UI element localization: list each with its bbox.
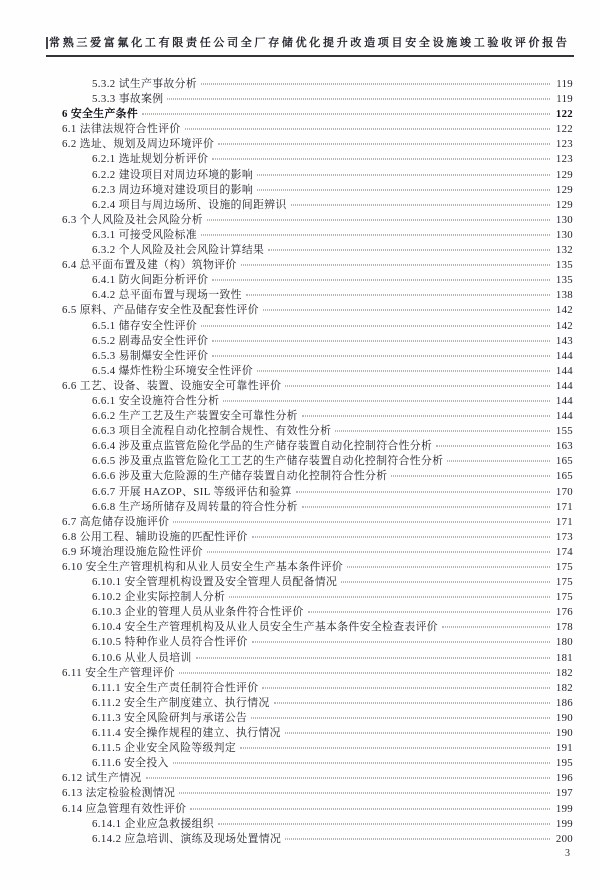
toc-entry-title: 6.9 环境治理设施危险性评价 (62, 545, 203, 558)
dot-leader-icon (185, 129, 550, 130)
toc-entry-page: 180 (555, 636, 573, 649)
dot-leader-icon (218, 823, 550, 824)
toc-entry-title: 6.14.1 企业应急救援组织 (92, 817, 215, 830)
toc-entry-title: 6.4.1 防火间距分析评价 (92, 274, 209, 287)
toc-entry-title: 6.10.6 从业人员培训 (92, 651, 192, 664)
toc-entry[interactable] (62, 379, 573, 394)
toc-entry-page: 197 (555, 787, 573, 800)
toc-entry[interactable] (62, 288, 573, 303)
toc-entry-title: 6.4 总平面布置及建（构）筑物评价 (62, 259, 237, 272)
toc-entry-page: 190 (555, 711, 573, 724)
toc-entry-title: 6.2.4 项目与周边场所、设施的间距辨识 (92, 198, 287, 211)
toc-entry-title: 5.3.2 试生产事故分析 (92, 78, 198, 90)
toc-entry-title: 6.3.2 个人风险及社会风险计算结果 (92, 244, 265, 257)
toc-entry-page: 176 (555, 606, 573, 619)
toc-entry[interactable] (62, 741, 573, 756)
toc-entry[interactable] (62, 651, 573, 666)
page-number: 3 (565, 848, 570, 859)
dot-leader-icon (240, 748, 550, 749)
toc-entry-title: 6.11.3 安全风险研判与承诺公告 (92, 711, 248, 724)
toc-entry-title: 6.2 选址、规划及周边环境评价 (62, 138, 215, 151)
dot-leader-icon (257, 174, 550, 175)
toc-entry-page: 144 (555, 410, 573, 423)
toc-entry-page: 196 (555, 772, 573, 785)
toc-entry-page: 122 (555, 108, 573, 121)
dot-leader-icon (212, 280, 550, 281)
toc-entry-title: 6.5.4 爆炸性粉尘环境安全性评价 (92, 364, 254, 377)
toc-entry-page: 178 (555, 621, 573, 634)
toc-entry-title: 6.2.2 建设项目对周边环境的影响 (92, 168, 254, 181)
toc-entry[interactable] (62, 228, 573, 243)
toc-entry-page: 175 (555, 576, 573, 589)
toc-entry-title: 6.6 工艺、设备、装置、设施安全可靠性评价 (62, 379, 282, 392)
toc-entry[interactable] (62, 802, 573, 817)
toc-entry[interactable] (62, 515, 573, 530)
toc-entry-title: 6.11.1 安全生产责任制符合性评价 (92, 681, 259, 694)
toc-entry-page: 165 (555, 470, 573, 483)
dot-leader-icon (391, 476, 550, 477)
dot-leader-icon (274, 702, 550, 703)
toc-entry-page: 170 (555, 485, 573, 498)
toc-entry[interactable] (62, 696, 573, 711)
toc-entry[interactable] (62, 560, 573, 575)
toc-entry-title: 6.1 法律法规符合性评价 (62, 123, 181, 136)
dot-leader-icon (196, 657, 550, 658)
toc-entry-page: 182 (555, 666, 573, 679)
dot-leader-icon (262, 687, 550, 688)
toc-entry-title: 6.11.2 安全生产制度建立、执行情况 (92, 696, 270, 709)
toc-entry-title: 6.6.6 涉及重大危险源的生产储存装置自动化控制符合性分析 (92, 470, 388, 483)
dot-leader-icon (296, 491, 550, 492)
dot-leader-icon (252, 642, 550, 643)
toc-entry-title: 6.11 安全生产管理评价 (62, 666, 175, 679)
dot-leader-icon (223, 400, 550, 401)
toc-entry-page: 144 (555, 394, 573, 407)
toc-entry-title: 6.10.4 安全生产管理机构及从业人员安全生产基本条件安全检查表评价 (92, 621, 439, 634)
dot-leader-icon (285, 385, 550, 386)
dot-leader-icon (442, 627, 550, 628)
toc-entry[interactable] (62, 424, 573, 439)
toc-entry-page: 181 (555, 651, 573, 664)
toc-entry-page: 129 (555, 168, 573, 181)
toc-entry[interactable] (62, 77, 573, 92)
page-footer (565, 848, 570, 859)
toc-entry-title: 6.10.2 企业实际控制人分析 (92, 591, 226, 604)
dot-leader-icon (257, 370, 550, 371)
dot-leader-icon (241, 265, 550, 266)
toc-entry[interactable] (62, 92, 573, 107)
toc-entry-page: 174 (555, 545, 573, 558)
toc-entry-page: 123 (555, 138, 573, 151)
toc-entry-page: 155 (555, 425, 573, 438)
toc-entry[interactable] (62, 756, 573, 771)
toc-entry-title: 6.7 高危储存设施评价 (62, 515, 170, 528)
toc-entry-page: 200 (555, 832, 573, 845)
toc-entry-page: 130 (555, 228, 573, 241)
toc-entry-page: 144 (555, 379, 573, 392)
toc-entry-page: 129 (555, 183, 573, 196)
toc-entry[interactable] (62, 364, 573, 379)
toc-entry-page: 143 (555, 334, 573, 347)
toc-entry-page: 195 (555, 757, 573, 770)
dot-leader-icon (201, 84, 550, 85)
toc-entry-title: 5.3.3 事故案例 (92, 93, 164, 106)
toc-entry-title: 6.11.6 安全投入 (92, 757, 169, 770)
toc-entry-title: 6.6.3 项目全流程自动化控制合规性、有效性分析 (92, 425, 332, 438)
dot-leader-icon (285, 733, 550, 734)
toc-entry[interactable] (62, 469, 573, 484)
toc-entry[interactable] (62, 530, 573, 545)
toc-entry[interactable] (62, 681, 573, 696)
toc-entry[interactable] (62, 394, 573, 409)
dot-leader-icon (246, 295, 550, 296)
dot-leader-icon (173, 521, 550, 522)
toc-entry[interactable] (62, 198, 573, 213)
toc-entry[interactable] (62, 122, 573, 137)
toc-entry[interactable] (62, 771, 573, 786)
toc-entry-title: 6 安全生产条件 (62, 108, 139, 121)
toc-entry[interactable] (62, 349, 573, 364)
toc-entry-title: 6.6.2 生产工艺及生产装置安全可靠性分析 (92, 410, 298, 423)
toc-entry-page: 199 (555, 802, 573, 815)
toc-entry[interactable] (62, 319, 573, 334)
toc-entry[interactable] (62, 273, 573, 288)
toc-entry[interactable] (62, 666, 573, 681)
toc-entry[interactable] (62, 258, 573, 273)
dot-leader-icon (212, 159, 550, 160)
toc-entry-title: 6.5.1 储存安全性评价 (92, 319, 198, 332)
toc-entry-title: 6.10.3 企业的管理人员从业条件符合性评价 (92, 606, 304, 619)
dot-leader-icon (201, 234, 550, 235)
toc-entry[interactable] (62, 243, 573, 258)
toc-entry-page: 135 (555, 274, 573, 287)
toc-entry[interactable] (62, 575, 573, 590)
toc-entry[interactable] (62, 635, 573, 650)
toc-entry-title: 6.2.3 周边环境对建设项目的影响 (92, 183, 254, 196)
header-title: 常熟三爱富氟化工有限责任公司全厂存储优化提升改造项目安全设施竣工验收评价报告 (46, 37, 570, 49)
dot-leader-icon (212, 355, 550, 356)
toc-entry-page: 175 (555, 561, 573, 573)
dot-leader-icon (218, 144, 550, 145)
page-header (46, 33, 574, 57)
dot-leader-icon (291, 204, 550, 205)
dot-leader-icon (347, 567, 550, 568)
toc-entry-page: 142 (555, 319, 573, 332)
toc-entry-page: 199 (555, 817, 573, 830)
toc-entry-page: 144 (555, 364, 573, 377)
toc-entry[interactable] (62, 303, 573, 318)
dot-leader-icon (302, 506, 550, 507)
dot-leader-icon (229, 597, 550, 598)
toc-entry[interactable] (62, 334, 573, 349)
toc-entry-title: 6.3.1 可接受风险标准 (92, 228, 198, 241)
table-of-contents (62, 77, 573, 847)
toc-entry-page: 175 (555, 591, 573, 604)
toc-entry-page: 123 (555, 153, 573, 166)
toc-entry[interactable] (62, 107, 573, 122)
dot-leader-icon (302, 416, 550, 417)
toc-entry-page: 129 (555, 198, 573, 211)
dot-leader-icon (179, 793, 550, 794)
toc-entry[interactable] (62, 786, 573, 801)
toc-entry-title: 6.5.2 剧毒品安全性评价 (92, 334, 209, 347)
toc-entry[interactable] (62, 590, 573, 605)
toc-entry-page: 171 (555, 515, 573, 528)
toc-entry-page: 138 (555, 289, 573, 302)
toc-entry-title: 6.6.4 涉及重点监管危险化学品的生产储存装置自动化控制符合性分析 (92, 440, 433, 453)
dot-leader-icon (268, 250, 550, 251)
toc-entry-title: 6.6.7 开展 HAZOP、SIL 等级评估和验算 (92, 485, 292, 498)
toc-entry-page: 130 (555, 213, 573, 226)
dot-leader-icon (179, 672, 550, 673)
toc-entry-title: 6.4.2 总平面布置与现场一致性 (92, 289, 242, 302)
toc-entry[interactable] (62, 485, 573, 500)
dot-leader-icon (252, 536, 550, 537)
toc-entry[interactable] (62, 168, 573, 183)
toc-entry-page: 144 (555, 349, 573, 362)
toc-entry[interactable] (62, 183, 573, 198)
dot-leader-icon (308, 612, 550, 613)
dot-leader-icon (190, 808, 550, 809)
toc-entry-title: 6.11.4 安全操作规程的建立、执行情况 (92, 727, 281, 740)
dot-leader-icon (207, 551, 550, 552)
toc-entry[interactable] (62, 817, 573, 832)
toc-entry[interactable] (62, 711, 573, 726)
toc-entry-page: 142 (555, 304, 573, 317)
dot-leader-icon (201, 325, 550, 326)
dot-leader-icon (167, 99, 550, 100)
dot-leader-icon (447, 461, 550, 462)
toc-entry-page: 119 (556, 93, 573, 106)
toc-entry-title: 6.12 试生产情况 (62, 772, 142, 785)
toc-entry[interactable] (62, 605, 573, 620)
dot-leader-icon (251, 717, 550, 718)
toc-entry[interactable] (62, 409, 573, 424)
toc-entry-title: 6.13 法定检验检测情况 (62, 787, 176, 800)
toc-entry-page: 190 (555, 727, 573, 740)
toc-entry-title: 6.10.1 安全管理机构设置及安全管理人员配备情况 (92, 576, 338, 589)
dot-leader-icon (263, 310, 550, 311)
toc-entry-page: 163 (555, 440, 573, 453)
dot-leader-icon (285, 838, 550, 839)
toc-entry[interactable] (62, 454, 573, 469)
dot-leader-icon (212, 340, 550, 341)
toc-entry-page: 173 (555, 530, 573, 543)
toc-entry-title: 6.2.1 选址规划分析评价 (92, 153, 209, 166)
toc-entry-title: 6.6.8 生产场所储存及周转量的符合性分析 (92, 500, 298, 513)
toc-entry[interactable] (62, 545, 573, 560)
toc-entry-page: 191 (555, 742, 573, 755)
toc-entry[interactable] (62, 832, 573, 847)
toc-entry-title: 6.6.1 安全设施符合性分析 (92, 394, 220, 407)
toc-entry[interactable] (62, 213, 573, 228)
toc-entry-title: 6.11.5 企业安全风险等级判定 (92, 742, 237, 755)
toc-entry[interactable] (62, 439, 573, 454)
toc-entry-page: 171 (555, 500, 573, 513)
toc-entry-title: 6.10 安全生产管理机构和从业人员安全生产基本条件评价 (62, 561, 344, 573)
dot-leader-icon (207, 219, 550, 220)
dot-leader-icon (257, 189, 550, 190)
toc-entry[interactable] (62, 500, 573, 515)
dot-leader-icon (335, 431, 550, 432)
toc-entry-page: 119 (556, 78, 573, 90)
toc-entry-title: 6.10.5 特种作业人员符合性评价 (92, 636, 248, 649)
dot-leader-icon (436, 446, 550, 447)
toc-entry[interactable] (62, 726, 573, 741)
toc-entry-title: 6.3 个人风险及社会风险分析 (62, 213, 203, 226)
toc-entry-title: 6.14.2 应急培训、演练及现场处置情况 (92, 832, 282, 845)
dot-leader-icon (341, 582, 550, 583)
toc-entry[interactable] (62, 152, 573, 167)
toc-entry-page: 186 (555, 696, 573, 709)
toc-entry-page: 122 (555, 123, 573, 136)
dot-leader-icon (146, 778, 550, 779)
toc-entry[interactable] (62, 137, 573, 152)
toc-entry[interactable] (62, 620, 573, 635)
toc-entry-title: 6.14 应急管理有效性评价 (62, 802, 187, 815)
toc-entry-page: 165 (555, 455, 573, 468)
toc-entry-title: 6.5.3 易制爆安全性评价 (92, 349, 209, 362)
toc-entry-title: 6.6.5 涉及重点监管危险化工工艺的生产储存装置自动化控制符合性分析 (92, 455, 444, 468)
dot-leader-icon (173, 763, 550, 764)
toc-entry-page: 182 (555, 681, 573, 694)
toc-entry-page: 135 (555, 259, 573, 272)
dot-leader-icon (142, 114, 550, 115)
toc-entry-title: 6.8 公用工程、辅助设施的匹配性评价 (62, 530, 248, 543)
toc-entry-title: 6.5 原料、产品储存安全性及配套性评价 (62, 304, 259, 317)
toc-entry-page: 132 (555, 244, 573, 257)
